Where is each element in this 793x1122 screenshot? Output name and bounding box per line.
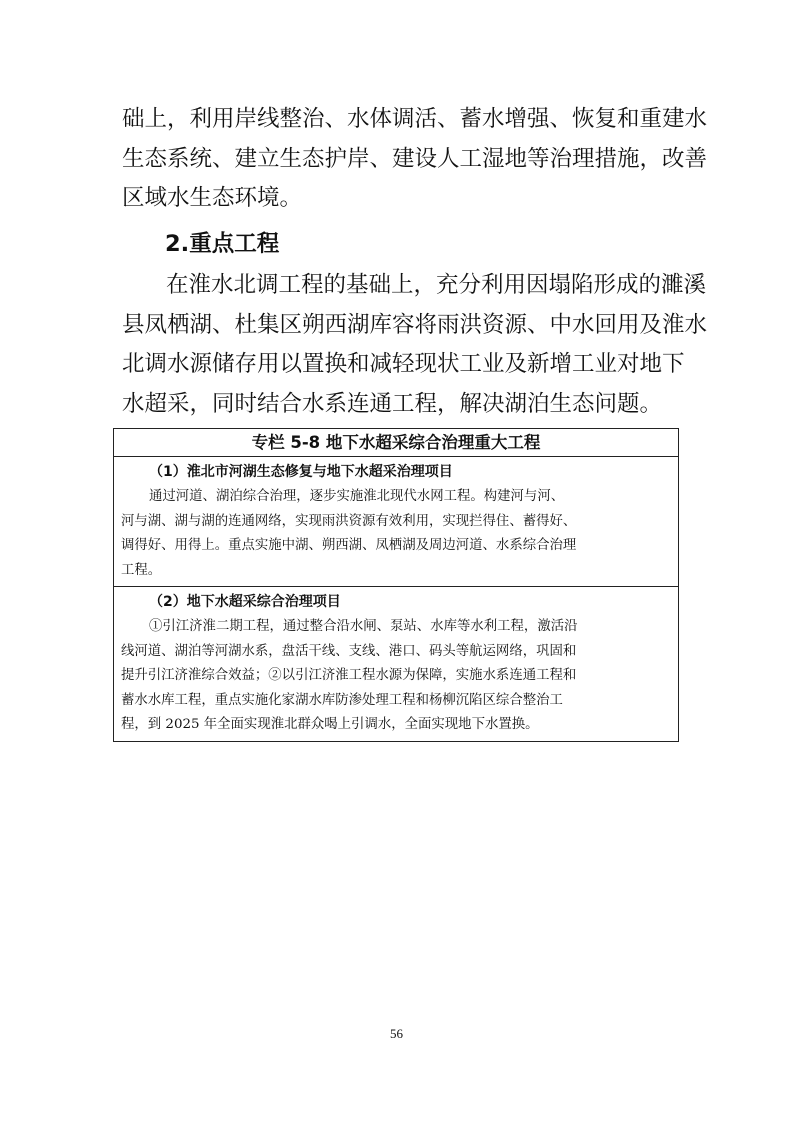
paragraph-line: 县凤栖湖、杜集区朔西湖库容将雨洪资源、中水回用及淮水 bbox=[122, 311, 708, 338]
paragraph-line: 在淮水北调工程的基础上，充分利用因塌陷形成的濉溪 bbox=[166, 272, 707, 298]
section-body bbox=[121, 485, 672, 583]
box-section-2 bbox=[114, 586, 678, 741]
body-line: 通过河道、湖泊综合治理，逐步实施淮北现代水网工程。构建河与河、 bbox=[149, 489, 565, 504]
feature-box bbox=[113, 428, 679, 742]
section-title: （2）地下水超采综合治理项目 bbox=[149, 594, 341, 610]
main-paragraph bbox=[122, 266, 708, 424]
section-heading: 2.重点工程 bbox=[165, 231, 280, 257]
body-line: 河与湖、湖与湖的连通网络，实现雨洪资源有效利用，实现拦得住、蓄得好、 bbox=[121, 513, 577, 529]
paragraph-line: 水超采，同时结合水系连通工程，解决湖泊生态问题。 bbox=[122, 390, 663, 417]
paragraph-line: 生态系统、建立生态护岸、建设人工湿地等治理措施，改善 bbox=[122, 145, 708, 172]
intro-paragraph bbox=[122, 100, 708, 219]
paragraph-line: 北调水源储存用以置换和减轻现状工业及新增工业对地下 bbox=[122, 351, 685, 377]
body-line: 线河道、湖泊等河湖水系，盘活干线、支线、港口、码头等航运网络，巩固和 bbox=[121, 643, 577, 659]
paragraph-line: 区域水生态环境。 bbox=[122, 185, 303, 211]
section-title: （1）淮北市河湖生态修复与地下水超采治理项目 bbox=[149, 464, 453, 480]
body-line: 程，到 2025 年全面实现淮北群众喝上引调水，全面实现地下水置换。 bbox=[121, 717, 539, 732]
section-body bbox=[121, 615, 672, 738]
body-line: 工程。 bbox=[121, 562, 162, 578]
body-line: 提升引江济淮综合效益；②以引江济淮工程水源为保障，实施水系连通工程和 bbox=[121, 668, 577, 683]
box-section-1 bbox=[114, 457, 678, 586]
body-line: 蓄水水库工程，重点实施化家湖水库防渗处理工程和杨柳沉陷区综合整治工 bbox=[121, 692, 563, 708]
page-number: 56 bbox=[390, 1026, 403, 1041]
body-line: 调得好、用得上。重点实施中湖、朔西湖、凤栖湖及周边河道、水系综合治理 bbox=[121, 538, 577, 553]
body-line: ①引江济淮二期工程，通过整合沿水闸、泵站、水库等水利工程，激活沿 bbox=[149, 619, 578, 634]
box-title: 专栏 5-8 地下水超采综合治理重大工程 bbox=[114, 429, 678, 457]
paragraph-line: 础上，利用岸线整治、水体调活、蓄水增强、恢复和重建水 bbox=[122, 106, 708, 132]
